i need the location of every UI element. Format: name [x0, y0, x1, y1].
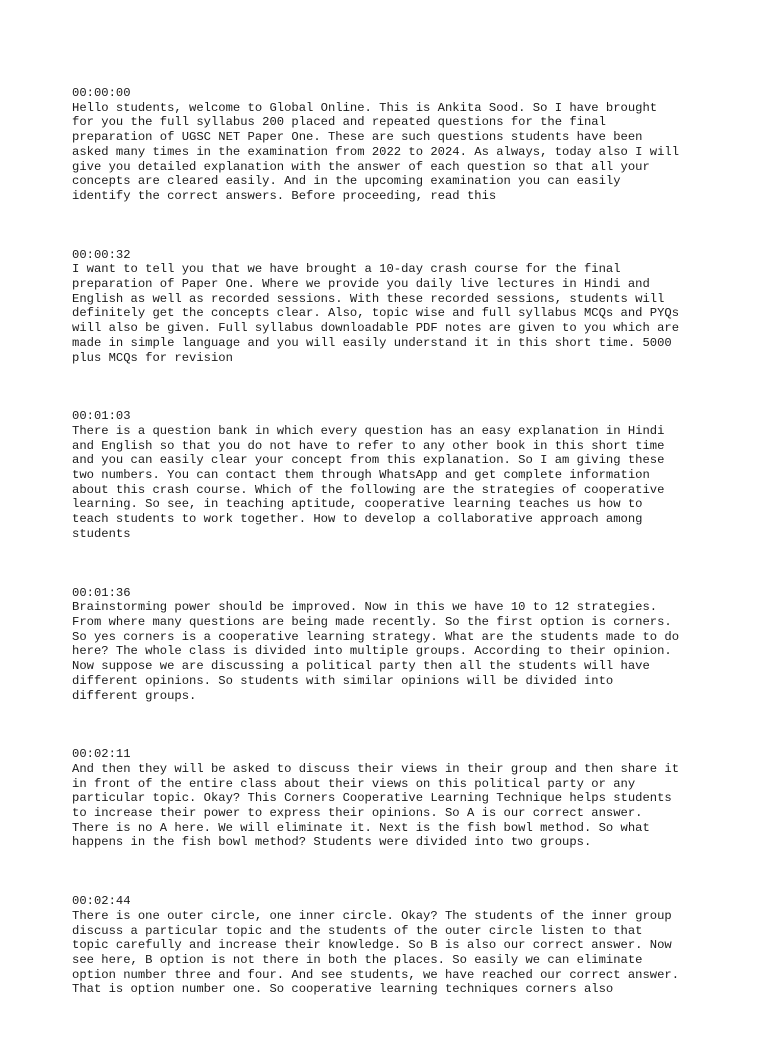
- timestamp: 00:02:44: [72, 894, 131, 909]
- segment-text: I want to tell you that we have brought a 10-day crash course for the final preparation of Paper One. Where we provide you daily live lectures in Hindi and English as well as recorded sessions. With these recorded sessions, students will definitely get the concepts clear. Also, topic wise and full syllabus MCQs and PYQs will also be given. Full syllabus downloadable PDF notes are given to you which are made in simple language and you will easily understand it in this short time. 5000 plus MCQs for revision: [72, 262, 680, 365]
- timestamp: 00:01:03: [72, 409, 131, 424]
- timestamp: 00:01:36: [72, 585, 131, 600]
- segment-text: And then they will be asked to discuss their views in their group and then share it in front of the entire class about their views on this political party or any particular topic. Okay? This Corners Cooperative Learning Technique helps students to increase their power to express their opinions. So A is our correct answer. There is no A here. We will eliminate it. Next is the fish bowl method. So what happens in the fish bowl method? Students were divided into two groups.: [72, 761, 680, 850]
- segment-text: Hello students, welcome to Global Online. This is Ankita Sood. So I have brought for you the full syllabus 200 placed and repeated questions for the final preparation of UGSC NET Paper One. These are such questions students have been asked many times in the examination from 2022 to 2024. As always, today also I will give you detailed explanation with the answer of each question so that all your concepts are cleared easily. And in the upcoming examination you can easily identify the correct answers. Before proceeding, read this: [72, 100, 680, 203]
- segment-text: Brainstorming power should be improved. Now in this we have 10 to 12 strategies. From where many questions are being made recently. So the first option is corners. So yes corners is a cooperative learning strategy. What are the students made to do here? The whole class is divided into multiple groups. According to their opinion. Now suppose we are discussing a political party then all the students will have different opinions. So students with similar opinions will be divided into different groups.: [72, 600, 680, 703]
- transcript-page: [72, 86, 712, 1041]
- segment-text: There is one outer circle, one inner circle. Okay? The students of the inner group discuss a particular topic and the students of the outer circle listen to that topic carefully and increase their knowledge. So B is also our correct answer. Now see here, B option is not there in both the places. So easily we can eliminate option number three and four. And see students, we have reached our correct answer. That is option number one. So cooperative learning techniques corners also: [72, 908, 680, 997]
- transcript-segment: [72, 248, 712, 366]
- transcript-segment: [72, 86, 712, 204]
- timestamp: 00:00:32: [72, 247, 131, 262]
- transcript-segment: [72, 409, 712, 541]
- timestamp: 00:00:00: [72, 86, 131, 100]
- transcript-segment: [72, 894, 712, 997]
- segment-text: There is a question bank in which every question has an easy explanation in Hindi and English so that you do not have to refer to any other book in this short time and you can easily clear your concept from this explanation. So I am giving these two numbers. You can contact them through WhatsApp and get complete information about this crash course. Which of the following are the strategies of cooperative learning. So see, in teaching aptitude, cooperative learning teaches us how to teach students to work together. How to develop a collaborative approach among students: [72, 423, 665, 541]
- transcript-segment: [72, 747, 712, 850]
- transcript-segment: [72, 586, 712, 704]
- timestamp: 00:02:11: [72, 747, 131, 762]
